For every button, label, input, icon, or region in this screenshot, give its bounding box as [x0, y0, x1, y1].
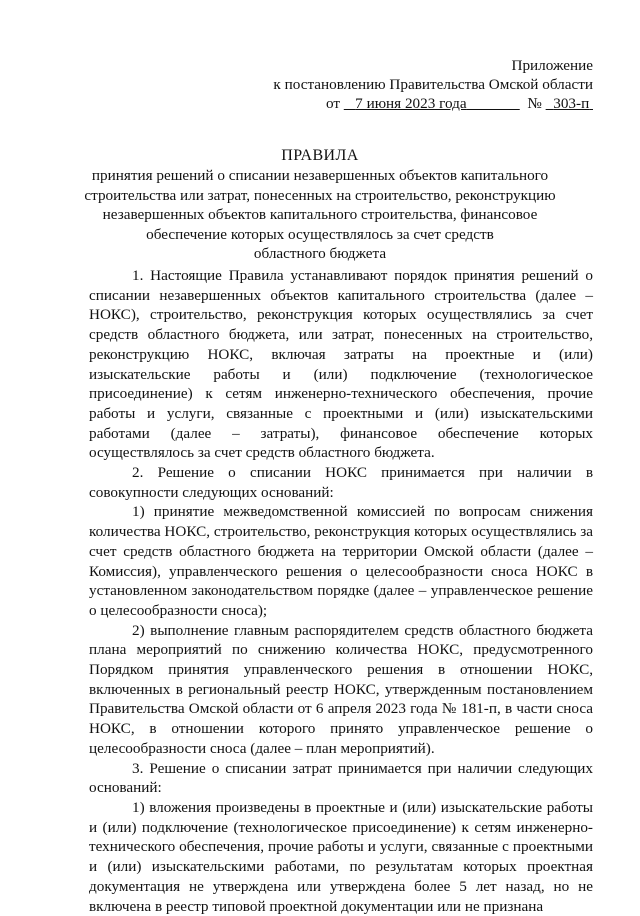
- paragraph-2-item-2: 2) выполнение главным распорядителем средств областного бюджета плана мероприятий по снижению количества НОКС, предусмотренного Порядком принятия управленческого решения в отношении НОКС, включенных в региональный реестр НОКС, утвержденным постановлением Правительства Омской области от 6 апреля 2023 года № 181-п, в части сноса НОКС, в отношении которого принято управленческое решение о целесообразности сноса (далее – план мероприятий).: [89, 621, 593, 757]
- title-subtitle-line: обеспечение которых осуществлялось за счет средств: [146, 225, 494, 243]
- title-subtitle-line: строительства или затрат, понесенных на строительство, реконструкцию: [84, 186, 556, 204]
- paragraph-3-item-1: 1) вложения произведены в проектные и (или) изыскательские работы и (или) подключение (технологическое присоединение) к сетям инженерно-технического обеспечения, прочие работы и услуги, связанные с проектными и (или) изыскательскими работами, по результатам которых проектная документация не утверждена или утверждена более 5 лет назад, но не включена в реестр типовой проектной документации или не признана: [89, 798, 593, 915]
- resolution-number: 303-п: [553, 95, 590, 112]
- document-body: [89, 266, 593, 916]
- resolution-date: 7 июня 2023 года: [355, 95, 467, 112]
- appendix-resolution-ref: к постановлению Правительства Омской области: [273, 76, 593, 93]
- appendix-date-number-line: [273, 94, 593, 113]
- paragraph-3: 3. Решение о списании затрат принимается при наличии следующих оснований:: [89, 759, 593, 797]
- title-subtitle-line: незавершенных объектов капитального строительства, финансовое: [102, 206, 538, 224]
- from-label: от: [325, 95, 340, 112]
- paragraph-1: 1. Настоящие Правила устанавливают порядок принятия решений о списании незавершенных объектов капитального строительства (далее – НОКС), строительство, реконструкция которых осуществлялись за счет средств областного бюджета, или затрат, понесенных на строительство, реконструкцию НОКС, включая затраты на проектные и (или) изыскательские работы и (или) подключение (технологическое присоединение) к сетям инженерно-технического обеспечения, прочие работы и услуги, связанные с проектными и (или) изыскательскими работами (далее – затраты), финансовое обеспечение которых осуществлялось за счет средств областного бюджета.: [89, 267, 593, 462]
- number-label: №: [527, 95, 542, 112]
- appendix-label: Приложение: [511, 57, 593, 74]
- appendix-block: [273, 56, 593, 113]
- title-subtitle-line: принятия решений о списании незавершенных объектов капитального: [91, 167, 549, 185]
- paragraph-2: 2. Решение о списании НОКС принимается при наличии в совокупности следующих оснований:: [89, 464, 593, 501]
- title-subtitle-line: областного бюджета: [253, 245, 387, 263]
- document-title: [0, 146, 640, 263]
- title-heading: ПРАВИЛА: [281, 147, 359, 164]
- paragraph-2-item-1: 1) принятие межведомственной комиссией по вопросам снижения количества НОКС, строительство, реконструкция которых осуществлялись за счет средств областного бюджета на территории Омской области (далее – Комиссия), управленческого решения о целесообразности сноса НОКС в установленном законодательством порядке (далее – управленческое решение о целесообразности сноса);: [89, 503, 593, 619]
